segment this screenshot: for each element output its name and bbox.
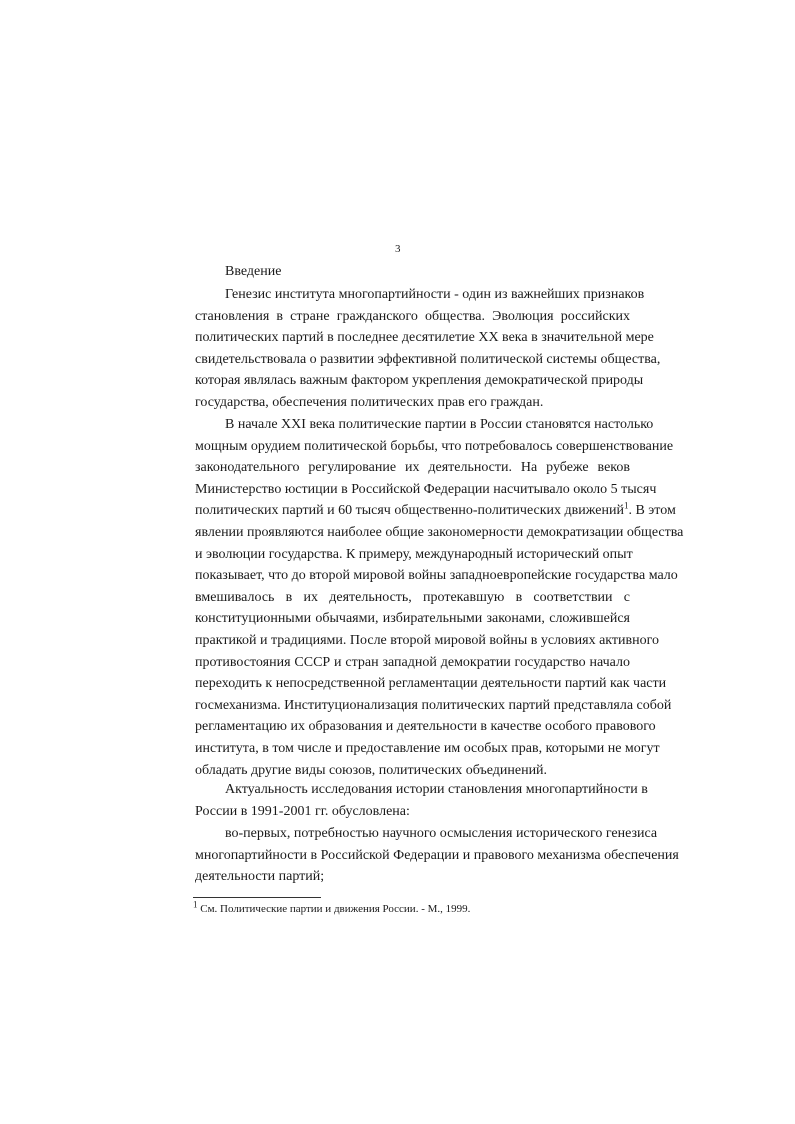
- text-line: во-первых, потребностью научного осмысления исторического генезиса: [225, 826, 658, 841]
- text-line: Министерство юстиции в Российской Федерации насчитывало около 5 тысяч: [195, 481, 657, 497]
- text-line: госмеханизма. Институционализация политических партий представляла собой: [195, 697, 672, 713]
- text-line: многопартийности в Российской Федерации и правового механизма обеспечения: [195, 847, 679, 863]
- line-text: политических партий и 60 тысяч общественно-политических движений: [195, 503, 624, 519]
- paragraph-1: [195, 284, 661, 414]
- text-line: государства, обеспечения политических прав его граждан.: [195, 394, 544, 410]
- paragraph-3: [195, 779, 648, 822]
- text-line: противостояния СССР и стран западной демократии государство начало: [195, 654, 630, 670]
- text-line: законодательного регулирование их деятельности. На рубеже веков: [195, 460, 630, 476]
- text-line: становления в стране гражданского общества. Эволюция российских: [195, 308, 630, 324]
- paragraph-2: [195, 414, 684, 781]
- text-line: Генезис института многопартийности - один из важнейших признаков: [225, 287, 645, 302]
- footnote-separator: [193, 897, 321, 898]
- footnote: [193, 899, 471, 915]
- text-line: и эволюции государства. К примеру, международный исторический опыт: [195, 546, 633, 562]
- text-line: которая являлась важным фактором укрепления демократической природы: [195, 373, 644, 389]
- text-line-with-footnote: [195, 500, 676, 522]
- text-line: России в 1991-2001 гг. обусловлена:: [195, 803, 410, 819]
- text-line: конституционными обычаями, избирательными законами, сложившейся: [195, 611, 630, 627]
- text-line: В начале XXI века политические партии в России становятся настолько: [225, 417, 654, 432]
- text-line: вмешивалось в их деятельность, протекавшую в соответствии с: [195, 589, 630, 605]
- footnote-reference: 1: [623, 500, 629, 511]
- paragraph-4: [195, 823, 679, 888]
- text-line: политических партий в последнее десятилетие XX века в значительной мере: [195, 330, 654, 346]
- text-line: деятельности партий;: [195, 869, 325, 885]
- text-line: переходить к непосредственной регламентации деятельности партий как части: [195, 676, 667, 692]
- text-line: Актуальность исследования истории становления многопартийности в: [225, 782, 648, 797]
- text-line: института, в том числе и предоставление им особых прав, которыми не могут: [195, 740, 660, 756]
- text-line: показывает, что до второй мировой войны западноевропейские государства мало: [195, 568, 678, 584]
- footnote-text: См. Политические партии и движения России. - М., 1999.: [197, 903, 471, 915]
- footnote-marker: 1: [193, 899, 198, 910]
- line-tail: . В этом: [628, 503, 676, 519]
- text-line: обладать другие виды союзов, политических объединений.: [195, 762, 548, 778]
- text-line: регламентацию их образования и деятельности в качестве особого правового: [195, 719, 656, 735]
- text-line: свидетельствовала о развитии эффективной политической системы общества,: [195, 351, 661, 367]
- text-line: практикой и традициями. После второй мировой войны в условиях активного: [195, 632, 660, 648]
- page-number: 3: [395, 243, 401, 255]
- text-line: мощным орудием политической борьбы, что потребовалось совершенствование: [195, 438, 674, 454]
- section-heading: Введение: [225, 264, 282, 279]
- text-line: явлении проявляются наиболее общие закономерности демократизации общества: [195, 524, 684, 540]
